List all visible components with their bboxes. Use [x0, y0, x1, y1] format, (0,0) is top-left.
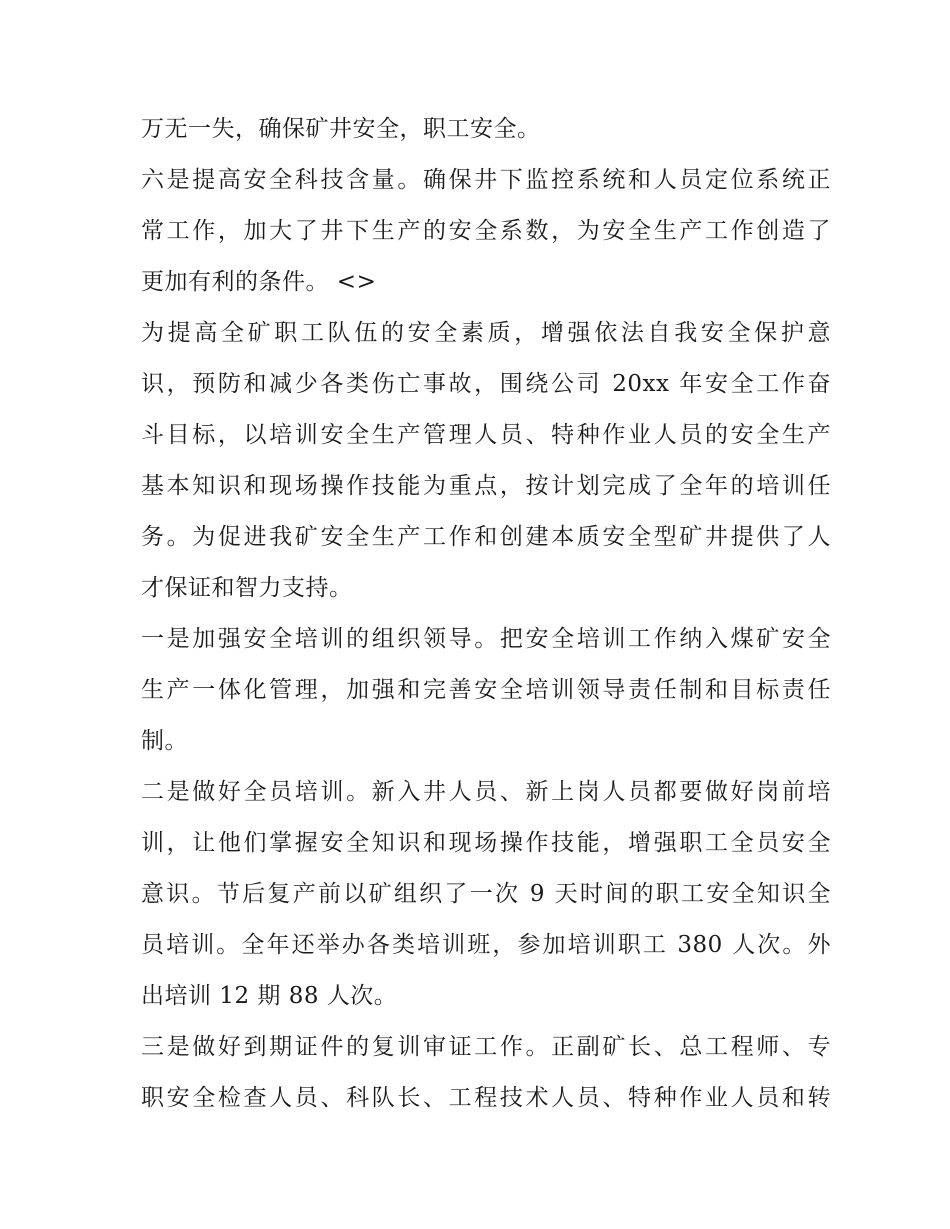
- text-line: 常工作，加大了井下生产的安全系数，为安全生产工作创造了: [141, 218, 831, 244]
- text-line: 意识。节后复产前以矿组织了一次 9 天时间的职工安全知识全: [141, 881, 831, 907]
- text-line: 职安全检查人员、科队长、工程技术人员、特种作业人员和转: [141, 1085, 831, 1111]
- text-line: 二是做好全员培训。新入井人员、新上岗人员都要做好岗前培: [141, 779, 831, 805]
- text-line: 员培训。全年还举办各类培训班，参加培训职工 380 人次。外: [141, 932, 831, 958]
- text-line: 斗目标，以培训安全生产管理人员、特种作业人员的安全生产: [141, 422, 831, 448]
- text-line: 更加有利的条件。 <>: [141, 269, 377, 295]
- text-line: 万无一失，确保矿井安全，职工安全。: [141, 116, 541, 142]
- text-line: 识，预防和减少各类伤亡事故，围绕公司 20xx 年安全工作奋: [141, 371, 831, 397]
- text-line: 出培训 12 期 88 人次。: [141, 983, 398, 1009]
- text-line: 基本知识和现场操作技能为重点，按计划完成了全年的培训任: [141, 473, 831, 499]
- text-line: 制。: [141, 728, 188, 754]
- text-line: 六是提高安全科技含量。确保井下监控系统和人员定位系统正: [141, 167, 831, 193]
- text-line: 三是做好到期证件的复训审证工作。正副矿长、总工程师、专: [141, 1034, 831, 1060]
- text-line: 训，让他们掌握安全知识和现场操作技能，增强职工全员安全: [141, 830, 831, 856]
- text-line: 一是加强安全培训的组织领导。把安全培训工作纳入煤矿安全: [141, 626, 831, 652]
- text-line: 才保证和智力支持。: [141, 575, 353, 601]
- text-line: 为提高全矿职工队伍的安全素质，增强依法自我安全保护意: [141, 320, 831, 346]
- text-line: 务。为促进我矿安全生产工作和创建本质安全型矿井提供了人: [141, 524, 831, 550]
- text-line: 生产一体化管理，加强和完善安全培训领导责任制和目标责任: [141, 677, 831, 703]
